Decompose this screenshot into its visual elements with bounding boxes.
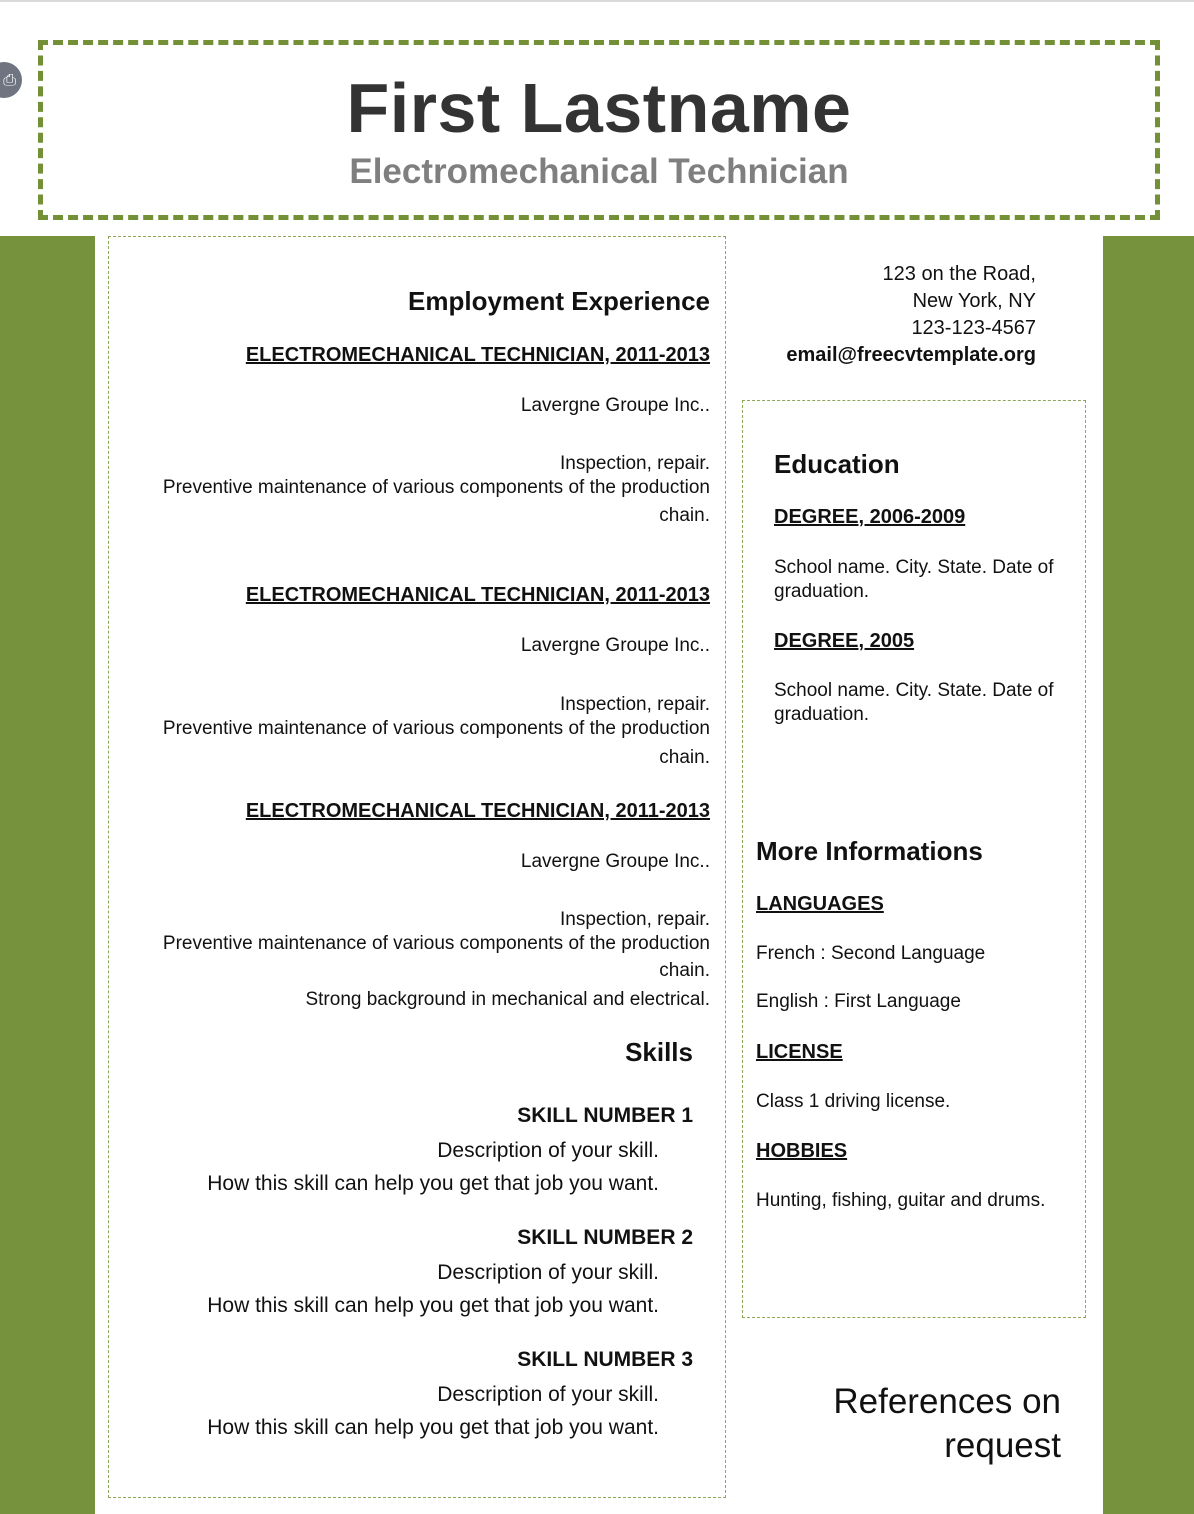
skills-heading: Skills [625,1037,693,1067]
job-title: ELECTROMECHANICAL TECHNICIAN, 2011-2013 [245,344,710,366]
job-company: Lavergne Groupe Inc.. [520,851,710,872]
job-desc-line: Preventive maintenance of various components of the production [162,718,710,739]
top-rule [0,0,1194,2]
resume-name: First Lastname [346,69,852,147]
languages-heading: LANGUAGES [756,893,884,915]
right-accent-bar [1103,236,1194,1514]
job-desc-line: Strong background in mechanical and electrical. [305,989,710,1010]
references-line1: References on [833,1382,1061,1421]
degree-school-line: School name. City. State. Date of [774,680,1054,701]
language-item: French : Second Language [756,943,986,964]
degree-school-line: graduation. [774,704,870,725]
printer-icon[interactable]: ⎙ [0,62,22,98]
more-info-heading: More Informations [756,836,983,866]
language-item: English : First Language [756,991,961,1012]
license-text: Class 1 driving license. [756,1091,951,1112]
license-heading: LICENSE [756,1041,843,1063]
job-desc-line: Inspection, repair. [560,694,710,715]
job-desc-line: Preventive maintenance of various components of the production [162,477,710,498]
job-company: Lavergne Groupe Inc.. [520,395,710,416]
job-desc-line: Preventive maintenance of various components of the production [162,933,710,954]
degree-school-line: graduation. [774,581,870,602]
skill-name: SKILL NUMBER 3 [517,1348,693,1371]
job-desc-line: chain. [659,960,710,981]
hobbies-text: Hunting, fishing, guitar and drums. [756,1190,1046,1211]
contact-address-line1: 123 on the Road, [882,263,1036,285]
job-desc-line: Inspection, repair. [560,453,710,474]
job-company: Lavergne Groupe Inc.. [520,635,710,656]
contact-phone: 123-123-4567 [911,317,1036,339]
skill-help: How this skill can help you get that job you want. [207,1294,659,1317]
skill-name: SKILL NUMBER 2 [517,1226,693,1249]
skill-desc: Description of your skill. [437,1383,659,1406]
references-line2: request [944,1426,1061,1465]
degree-title: DEGREE, 2006-2009 [774,506,966,528]
job-desc-line: Inspection, repair. [560,909,710,930]
job-desc-line: chain. [659,747,710,768]
contact-email[interactable]: email@freecvtemplate.org [786,344,1036,366]
skill-desc: Description of your skill. [437,1139,659,1162]
job-desc-line: chain. [659,505,710,526]
left-accent-bar [0,236,95,1514]
job-title: ELECTROMECHANICAL TECHNICIAN, 2011-2013 [245,584,710,606]
skill-name: SKILL NUMBER 1 [517,1104,693,1127]
degree-title: DEGREE, 2005 [774,630,915,652]
employment-heading: Employment Experience [408,286,710,316]
hobbies-heading: HOBBIES [756,1140,848,1162]
skill-desc: Description of your skill. [437,1261,659,1284]
skill-help: How this skill can help you get that job you want. [207,1416,659,1439]
job-title: ELECTROMECHANICAL TECHNICIAN, 2011-2013 [245,800,710,822]
education-heading: Education [774,449,900,479]
degree-school-line: School name. City. State. Date of [774,557,1054,578]
resume-job-title: Electromechanical Technician [349,152,849,191]
skill-help: How this skill can help you get that job you want. [207,1172,659,1195]
contact-address-line2: New York, NY [912,290,1036,312]
